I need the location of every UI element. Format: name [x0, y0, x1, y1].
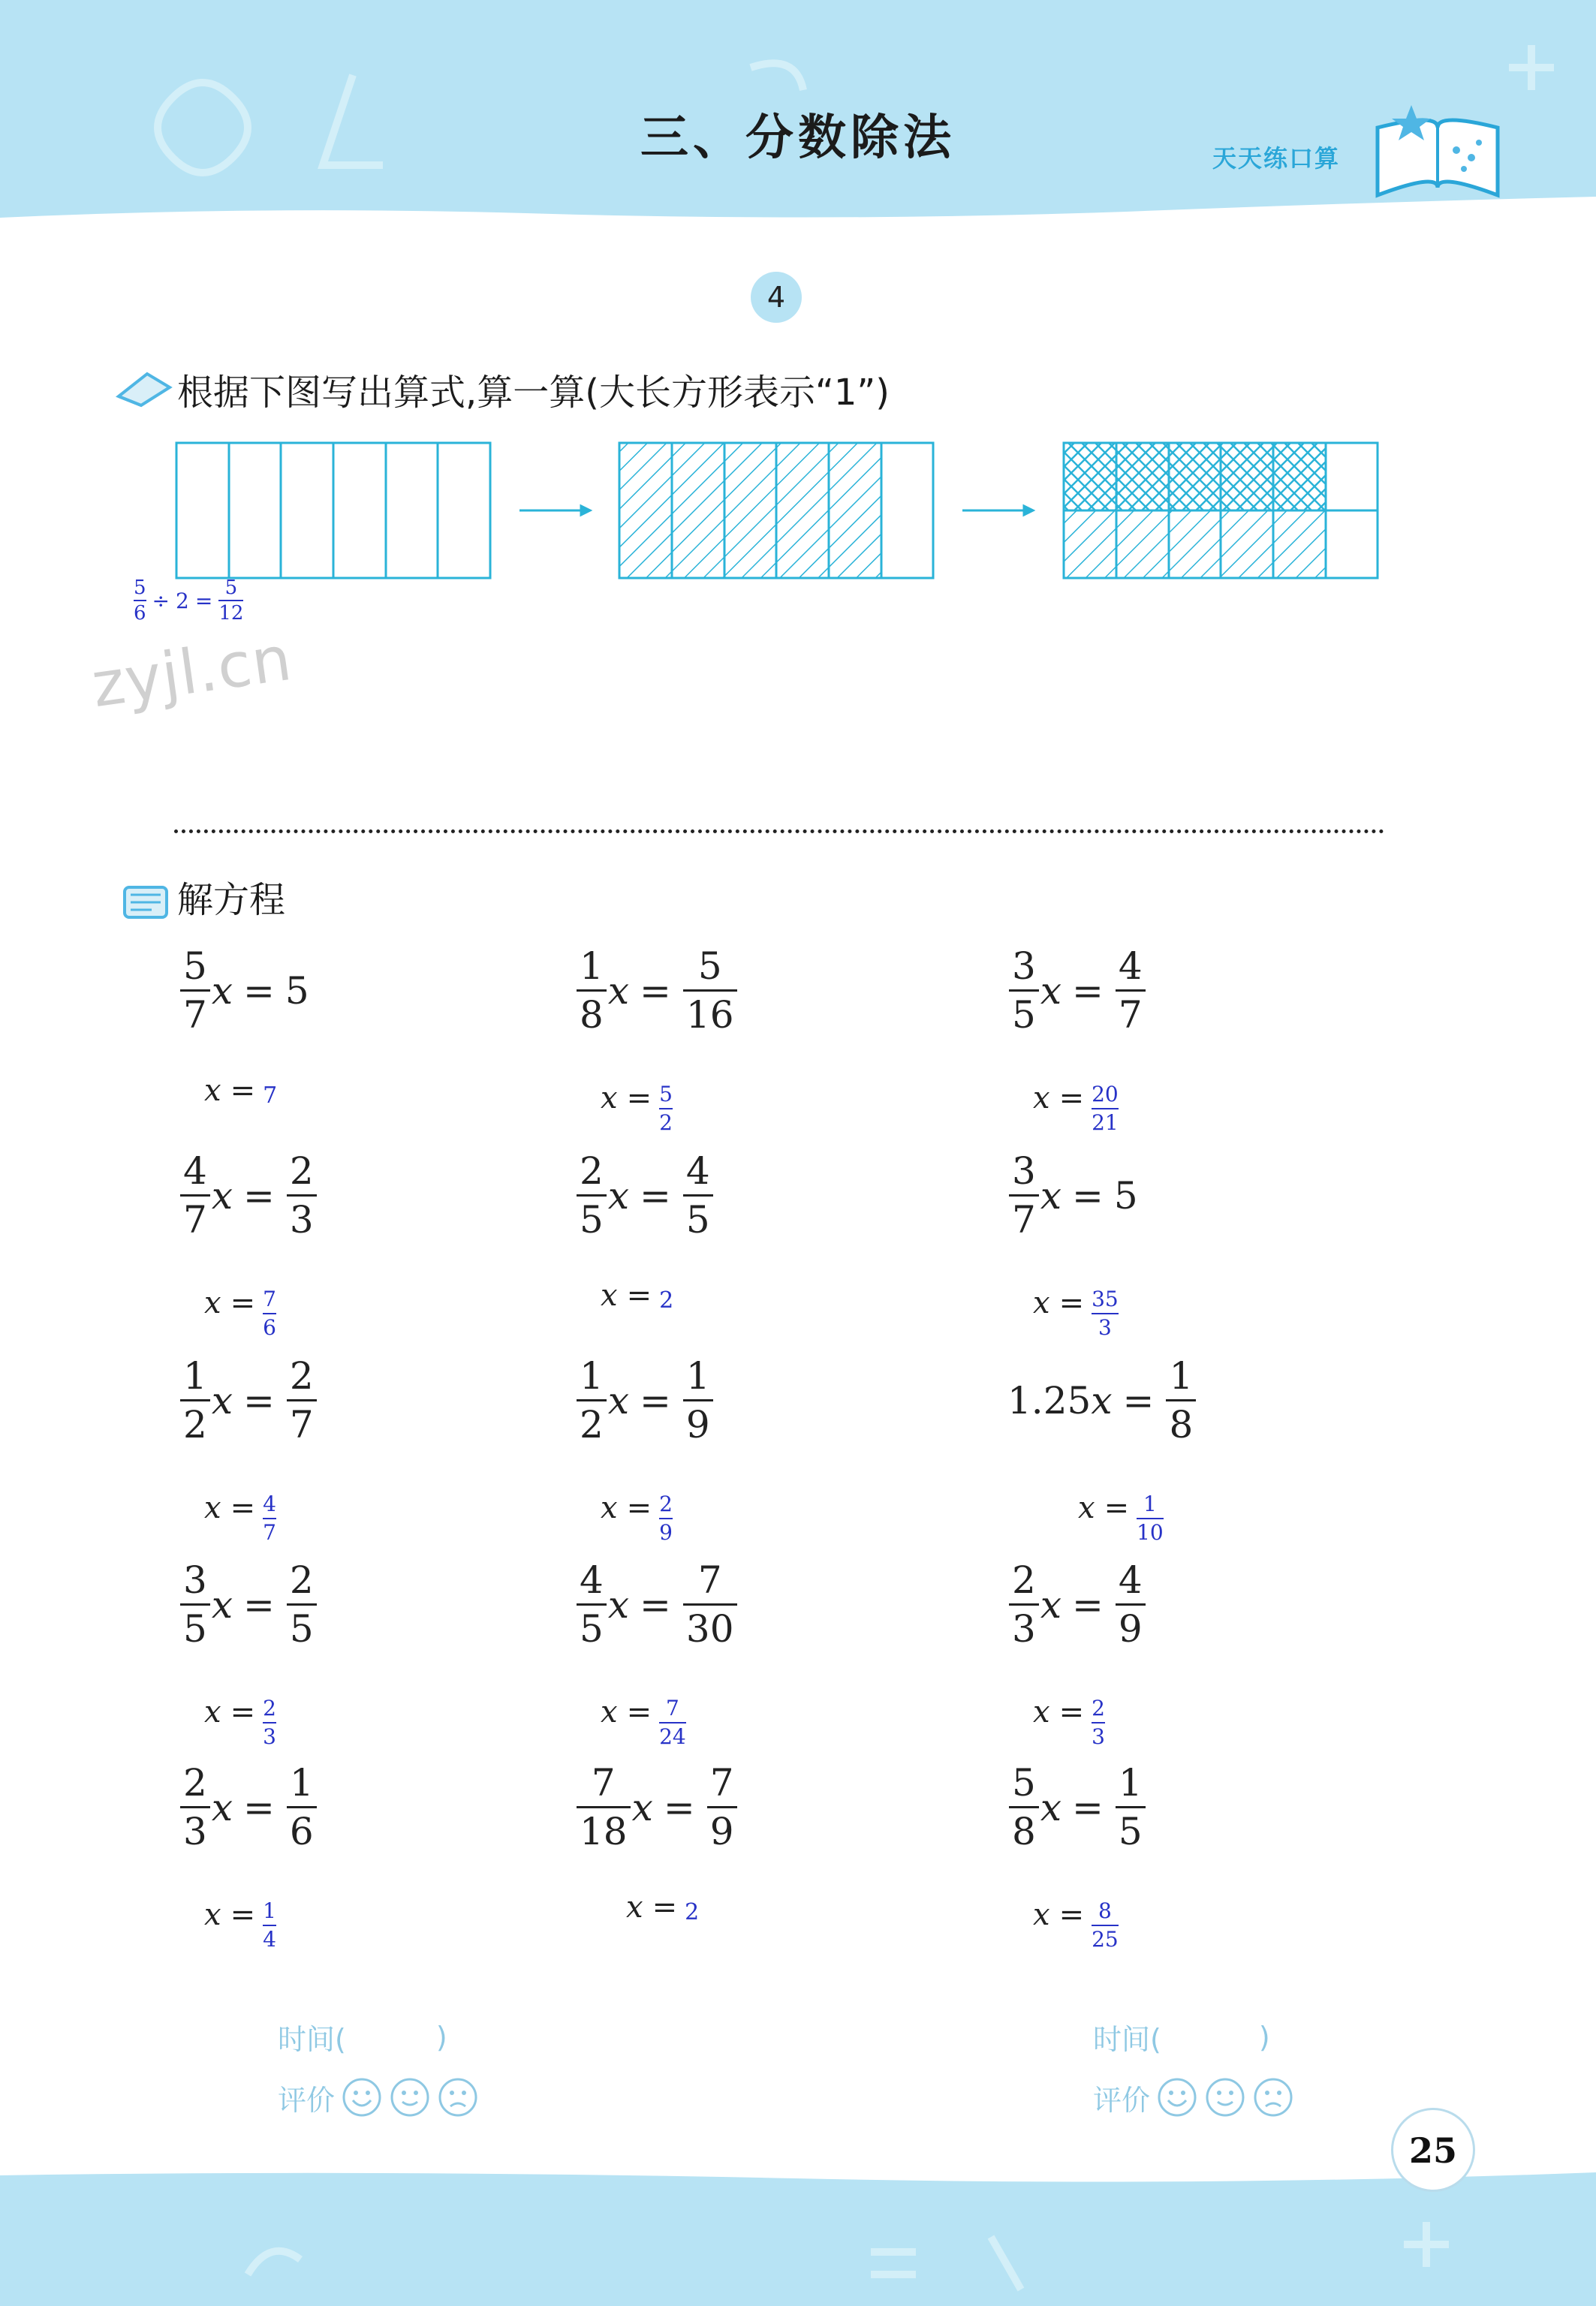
equals-sign: =: [243, 1582, 275, 1627]
answer-equals: =: [1058, 1286, 1085, 1320]
answer-fraction-bar: [1092, 1313, 1119, 1314]
time-field-left: [278, 2016, 447, 2058]
coefficient-fraction-bar: [180, 1194, 210, 1197]
equals-sign: =: [640, 1173, 671, 1218]
right-side-numerator: 1: [685, 1354, 710, 1398]
arrow-2: [962, 506, 1033, 515]
page-title: 三、分数除法: [640, 110, 956, 166]
lesson-number-badge: 4: [751, 272, 802, 323]
answer-9: [1078, 1483, 1164, 1545]
coefficient-denominator: 3: [1012, 1607, 1036, 1651]
right-side-denominator: 5: [685, 1198, 710, 1242]
equals-sign: =: [663, 1785, 695, 1829]
right-side-fraction: [287, 1761, 317, 1853]
variable-x: x: [607, 1173, 630, 1218]
answer-fraction-bar: [659, 1722, 686, 1723]
answer-12: [1033, 1687, 1105, 1749]
answer-fraction: [263, 1898, 276, 1952]
answer-equals: =: [1058, 1695, 1085, 1730]
answer-denominator: 25: [1092, 1927, 1119, 1952]
right-side-fraction-bar: [1166, 1399, 1196, 1401]
answer-variable: x: [626, 1890, 643, 1925]
coefficient-fraction: [577, 944, 607, 1037]
coefficient-denominator: 2: [580, 1403, 604, 1447]
coefficient-fraction-bar: [577, 1806, 631, 1808]
coefficient-fraction: [1009, 1149, 1039, 1242]
right-side-fraction: [1116, 944, 1146, 1037]
answer-equals: =: [626, 1278, 652, 1313]
answer-variable: x: [601, 1278, 618, 1313]
answer-numerator: 5: [134, 576, 146, 599]
diagram-answer: [134, 578, 243, 623]
right-side-fraction-bar: [683, 1399, 713, 1401]
sad-face-icon[interactable]: [437, 2076, 479, 2118]
answer-numerator: 1: [263, 1898, 276, 1923]
answer-variable: x: [204, 1695, 221, 1730]
coefficient-numerator: 1: [580, 944, 604, 988]
answer-fraction-bar: [1092, 1722, 1105, 1723]
answer-variable: x: [601, 1081, 618, 1115]
right-side-denominator: 3: [289, 1198, 314, 1242]
sad-face-icon[interactable]: [1252, 2076, 1294, 2118]
equation-14: [575, 1761, 739, 1853]
right-side-fraction-bar: [287, 1399, 317, 1401]
answer-15: [1033, 1890, 1119, 1952]
equals-sign: =: [243, 968, 275, 1013]
answer-fraction-bar: [659, 1108, 673, 1109]
right-side-denominator: 9: [709, 1810, 734, 1853]
right-side-numerator: 4: [685, 1149, 710, 1193]
answer-numerator: 7: [263, 1287, 276, 1311]
variable-x: x: [211, 1173, 233, 1218]
answer-10: [204, 1687, 276, 1749]
answer-value: 7: [263, 1082, 278, 1109]
answer-equals: =: [1058, 1081, 1085, 1115]
open-book-icon: [1366, 98, 1509, 203]
answer-equals: =: [1104, 1491, 1130, 1525]
answer-variable: x: [1033, 1898, 1050, 1932]
answer-fraction-bar: [1137, 1518, 1164, 1519]
coefficient: 1.25: [1007, 1378, 1092, 1422]
answer-value: 2: [685, 1898, 700, 1925]
coefficient-fraction-bar: [577, 989, 607, 992]
smile-face-icon[interactable]: [389, 2076, 431, 2118]
right-side-fraction-bar: [683, 1194, 713, 1197]
equation-6: [1007, 1149, 1138, 1242]
variable-x: x: [1040, 1785, 1062, 1829]
result-numerator: 5: [224, 576, 238, 599]
coefficient-fraction-bar: [1009, 1806, 1039, 1808]
coefficient-denominator: 2: [183, 1403, 207, 1447]
coefficient-fraction-bar: [1009, 1194, 1039, 1197]
answer-numerator: 20: [1092, 1082, 1119, 1106]
answer-equals: =: [626, 1695, 652, 1730]
right-side-denominator: 16: [685, 993, 734, 1037]
answer-fraction-bar: [263, 1518, 276, 1519]
answer-fraction: [1092, 1289, 1119, 1338]
right-side-fraction: [683, 1354, 713, 1447]
equation-2: [575, 944, 739, 1037]
coefficient-fraction-bar: [577, 1603, 607, 1606]
time-label: 时间(: [1093, 2023, 1161, 2056]
equation-4: [179, 1149, 318, 1242]
answer-equals: =: [626, 1081, 652, 1115]
coefficient-denominator: 5: [1012, 993, 1036, 1037]
answer-numerator: 5: [659, 1082, 673, 1106]
answer-14: [626, 1890, 699, 1925]
rating-label: 评价: [278, 2083, 336, 2117]
right-side-fraction: [287, 1558, 317, 1651]
answer-fraction: [659, 1084, 673, 1133]
right-side-denominator: 7: [289, 1403, 314, 1447]
answer-fraction: [659, 1698, 686, 1748]
answer-equals: =: [1058, 1898, 1085, 1932]
coefficient-denominator: 7: [183, 1198, 207, 1242]
coefficient-fraction-bar: [577, 1194, 607, 1197]
variable-x: x: [1040, 1173, 1062, 1218]
answer-numerator: 4: [263, 1492, 276, 1516]
coefficient-denominator: 8: [1012, 1810, 1036, 1853]
variable-x: x: [1091, 1378, 1113, 1422]
answer-variable: x: [601, 1491, 618, 1525]
divide-sign: ÷: [152, 588, 170, 613]
answer-denominator: 9: [659, 1520, 673, 1545]
equals-sign: =: [243, 1173, 275, 1218]
answer-equals: =: [230, 1073, 256, 1108]
coefficient-numerator: 2: [580, 1149, 604, 1193]
coefficient-denominator: 5: [580, 1198, 604, 1242]
right-side-numerator: 7: [697, 1558, 722, 1602]
equation-8: [575, 1354, 715, 1447]
right-side-denominator: 6: [289, 1810, 314, 1853]
answer-equals: =: [230, 1695, 256, 1730]
page-number: 25: [1391, 2108, 1475, 2192]
answer-denominator: 24: [659, 1724, 686, 1749]
coefficient-numerator: 7: [591, 1761, 616, 1805]
answer-denominator: 21: [1092, 1110, 1119, 1135]
coefficient-denominator: 5: [183, 1607, 207, 1651]
answer-variable: x: [1033, 1695, 1050, 1730]
right-side-fraction-bar: [683, 1603, 737, 1606]
coefficient-fraction: [1009, 1761, 1039, 1853]
answer-variable: x: [204, 1073, 221, 1108]
section-heading-diagram: 根据下图写出算式,算一算(大长方形表示“1”): [177, 372, 890, 414]
variable-x: x: [211, 968, 233, 1013]
answer-fraction: [1092, 1898, 1119, 1952]
answer-11: [601, 1687, 686, 1749]
answer-fraction: [1092, 1698, 1105, 1748]
diagram-whole: [176, 443, 490, 578]
rating-field-right: [1093, 2076, 1294, 2118]
right-side-numerator: 5: [697, 944, 722, 988]
time-field-right: [1093, 2016, 1270, 2058]
equation-12: [1007, 1558, 1147, 1651]
equation-7: [179, 1354, 318, 1447]
answer-fraction: [263, 1698, 276, 1748]
right-side-numerator: 4: [1118, 944, 1143, 988]
right-side-fraction: [287, 1149, 317, 1242]
answer-fraction-bar: [263, 1722, 276, 1723]
coefficient-fraction: [180, 1354, 210, 1447]
answer-denominator: 10: [1137, 1520, 1164, 1545]
right-side-numerator: 2: [289, 1558, 314, 1602]
right-side-denominator: 9: [685, 1403, 710, 1447]
coefficient-denominator: 8: [580, 993, 604, 1037]
coefficient-denominator: 3: [183, 1810, 207, 1853]
answer-equals: =: [230, 1898, 256, 1932]
answer-6: [1033, 1278, 1119, 1340]
equals-sign: =: [640, 968, 671, 1013]
coefficient-numerator: 4: [183, 1149, 207, 1193]
coefficient-fraction: [1009, 944, 1039, 1037]
right-side-numerator: 4: [1118, 1558, 1143, 1602]
answer-numerator: 2: [1092, 1696, 1105, 1720]
answer-numerator: 2: [659, 1492, 673, 1516]
right-side-fraction: [1166, 1354, 1196, 1447]
coefficient-fraction: [577, 1149, 607, 1242]
answer-fraction-bar: [659, 1518, 673, 1519]
time-close: ): [435, 2020, 447, 2054]
coefficient-numerator: 3: [183, 1558, 207, 1602]
section-heading-equations: 解方程: [177, 879, 286, 921]
coefficient-numerator: 2: [1012, 1558, 1036, 1602]
coefficient-denominator: 5: [580, 1607, 604, 1651]
coefficient-fraction: [577, 1558, 607, 1651]
rating-label: 评价: [1093, 2083, 1151, 2117]
equation-3: [1007, 944, 1147, 1037]
equation-13: [179, 1761, 318, 1853]
answer-fraction-bar: [1092, 1925, 1119, 1926]
watermark: zyjl.cn: [87, 622, 297, 722]
right-side-fraction-bar: [287, 1603, 317, 1606]
divisor: 2: [176, 588, 189, 613]
answer-value: 2: [659, 1287, 674, 1314]
coefficient-fraction: [577, 1354, 607, 1447]
right-side-denominator: 5: [289, 1607, 314, 1651]
answer-variable: x: [204, 1898, 221, 1932]
right-side-numerator: 1: [1118, 1761, 1143, 1805]
equation-9: [1007, 1354, 1197, 1447]
equals-sign: =: [1072, 1173, 1104, 1218]
coefficient-fraction-bar: [577, 1399, 607, 1401]
equals-sign: =: [1122, 1378, 1155, 1422]
equation-5: [575, 1149, 715, 1242]
answer-equals: =: [652, 1890, 678, 1925]
answer-7: [204, 1483, 276, 1545]
smile-face-icon[interactable]: [1204, 2076, 1246, 2118]
right-side-fraction: [1116, 1558, 1146, 1651]
answer-5: [601, 1278, 673, 1313]
coefficient-numerator: 4: [580, 1558, 604, 1602]
footer-band: [0, 2169, 1596, 2306]
answer-variable: x: [1078, 1491, 1095, 1525]
right-side-numerator: 2: [289, 1149, 314, 1193]
coefficient-numerator: 5: [183, 944, 207, 988]
right-side-numerator: 2: [289, 1354, 314, 1398]
answer-fraction: [263, 1494, 276, 1543]
diagram-five-sixths: [619, 443, 933, 578]
answer-variable: x: [204, 1491, 221, 1525]
variable-x: x: [211, 1785, 233, 1829]
answer-denominator: 6: [263, 1315, 276, 1340]
right-side-fraction: [287, 1354, 317, 1447]
right-side-fraction: [707, 1761, 737, 1853]
answer-equals: =: [230, 1286, 256, 1320]
right-side-denominator: 30: [685, 1607, 734, 1651]
right-value: 5: [285, 968, 309, 1013]
coefficient-fraction: [180, 1149, 210, 1242]
arrow-1: [519, 506, 590, 515]
answer-denominator: 6: [134, 602, 146, 625]
time-close: ): [1258, 2020, 1270, 2054]
right-side-numerator: 1: [1169, 1354, 1194, 1398]
right-side-fraction-bar: [707, 1806, 737, 1808]
answer-fraction: [263, 1289, 276, 1338]
answer-numerator: 1: [1143, 1492, 1157, 1516]
coefficient-denominator: 18: [580, 1810, 628, 1853]
equation-1: [179, 944, 309, 1037]
fraction-diagram: [173, 439, 1381, 582]
answer-fraction: [1092, 1084, 1119, 1133]
answer-4: [204, 1278, 276, 1340]
answer-denominator: 2: [659, 1110, 673, 1135]
answer-numerator: 7: [665, 1696, 679, 1720]
right-side-denominator: 8: [1169, 1403, 1194, 1447]
coefficient-numerator: 3: [1012, 944, 1036, 988]
pencil-book-icon-2: [120, 877, 176, 922]
right-side-fraction-bar: [1116, 989, 1146, 992]
right-side-fraction: [683, 944, 737, 1037]
equals-sign: =: [1072, 968, 1104, 1013]
coefficient-fraction: [577, 1761, 631, 1853]
coefficient-denominator: 7: [183, 993, 207, 1037]
equation-10: [179, 1558, 318, 1651]
variable-x: x: [211, 1582, 233, 1627]
variable-x: x: [211, 1378, 233, 1422]
coefficient-fraction: [180, 1558, 210, 1651]
right-value: 5: [1113, 1173, 1138, 1218]
equals-sign: =: [640, 1582, 671, 1627]
answer-numerator: 2: [263, 1696, 276, 1720]
equals-sign: =: [640, 1378, 671, 1422]
coefficient-numerator: 2: [183, 1761, 207, 1805]
answer-variable: x: [204, 1286, 221, 1320]
equals-sign: =: [243, 1378, 275, 1422]
variable-x: x: [607, 1582, 630, 1627]
answer-3: [1033, 1073, 1119, 1135]
answer-13: [204, 1890, 276, 1952]
answer-denominator: 7: [263, 1520, 276, 1545]
answer-fraction-bar: [1092, 1108, 1119, 1109]
variable-x: x: [1040, 1582, 1062, 1627]
coefficient-fraction: [180, 944, 210, 1037]
right-side-fraction-bar: [1116, 1603, 1146, 1606]
variable-x: x: [607, 968, 630, 1013]
answer-numerator: 8: [1098, 1898, 1112, 1923]
brand-label: 天天练口算: [1212, 144, 1341, 173]
answer-2: [601, 1073, 673, 1135]
result-denominator: 12: [218, 602, 244, 625]
answer-numerator: 35: [1092, 1287, 1119, 1311]
answer-equals: =: [626, 1491, 652, 1525]
equation-11: [575, 1558, 739, 1651]
right-side-numerator: 7: [709, 1761, 734, 1805]
rating-field-left: [278, 2076, 479, 2118]
equals-sign: =: [243, 1785, 275, 1829]
answer-variable: x: [1033, 1081, 1050, 1115]
variable-x: x: [1040, 968, 1062, 1013]
coefficient-fraction-bar: [180, 989, 210, 992]
coefficient-numerator: 3: [1012, 1149, 1036, 1193]
answer-fraction-bar: [263, 1925, 276, 1926]
right-side-fraction-bar: [287, 1194, 317, 1197]
right-side-fraction-bar: [287, 1806, 317, 1808]
dotted-divider: [174, 829, 1384, 833]
right-side-fraction-bar: [1116, 1806, 1146, 1808]
smiley-face-icon[interactable]: [1156, 2076, 1198, 2118]
right-side-fraction: [683, 1149, 713, 1242]
coefficient-fraction: [180, 1761, 210, 1853]
answer-denominator: 3: [263, 1724, 276, 1749]
right-side-numerator: 1: [289, 1761, 314, 1805]
coefficient-fraction-bar: [180, 1399, 210, 1401]
answer-equals: =: [230, 1491, 256, 1525]
right-side-denominator: 9: [1118, 1607, 1143, 1651]
coefficient-fraction-bar: [180, 1806, 210, 1808]
right-side-denominator: 5: [1118, 1810, 1143, 1853]
answer-8: [601, 1483, 673, 1545]
variable-x: x: [607, 1378, 630, 1422]
coefficient-fraction-bar: [1009, 1603, 1039, 1606]
answer-variable: x: [601, 1695, 618, 1730]
answer-1: [204, 1073, 277, 1108]
coefficient-fraction-bar: [1009, 989, 1039, 992]
coefficient-denominator: 7: [1012, 1198, 1036, 1242]
answer-denominator: 4: [263, 1927, 276, 1952]
smiley-face-icon[interactable]: [341, 2076, 383, 2118]
answer-fraction: [1137, 1494, 1164, 1543]
coefficient-fraction: [1009, 1558, 1039, 1651]
coefficient-fraction-bar: [180, 1603, 210, 1606]
right-side-denominator: 7: [1118, 993, 1143, 1037]
answer-variable: x: [1033, 1286, 1050, 1320]
variable-x: x: [631, 1785, 653, 1829]
coefficient-numerator: 1: [183, 1354, 207, 1398]
answer-fraction: [659, 1494, 673, 1543]
equals-sign: =: [1072, 1582, 1104, 1627]
right-side-fraction: [683, 1558, 737, 1651]
time-label: 时间(: [278, 2023, 346, 2056]
coefficient-numerator: 5: [1012, 1761, 1036, 1805]
coefficient-numerator: 1: [580, 1354, 604, 1398]
equals-sign: =: [1072, 1785, 1104, 1829]
right-side-fraction: [1116, 1761, 1146, 1853]
equation-15: [1007, 1761, 1147, 1853]
answer-fraction-bar: [263, 1313, 276, 1314]
equals-sign: =: [194, 588, 213, 613]
diagram-halved: [1064, 443, 1378, 578]
answer-denominator: 3: [1098, 1315, 1112, 1340]
answer-denominator: 3: [1092, 1724, 1105, 1749]
pencil-book-icon: [114, 366, 174, 408]
right-side-fraction-bar: [683, 989, 737, 992]
